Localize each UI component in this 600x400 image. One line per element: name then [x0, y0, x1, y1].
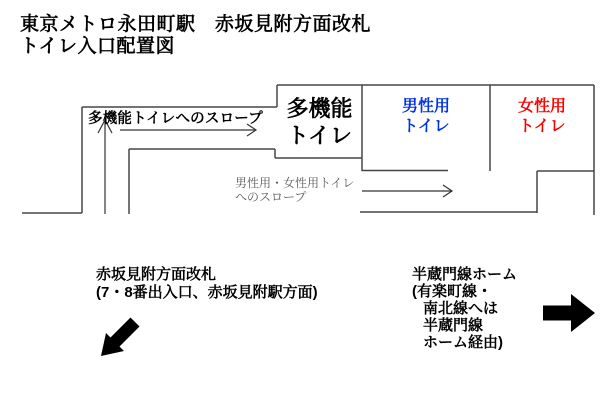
mens-womens-slope-label-line2: へのスロープ — [235, 190, 307, 204]
platform-label-line2: (有楽町線・ — [412, 283, 492, 300]
gate-label-line2: (7・8番出入口、赤坂見附駅方面) — [96, 284, 318, 301]
gate-direction-arrow-icon — [101, 318, 140, 357]
platform-label-line5: ホーム経由) — [423, 334, 503, 351]
page-title-line2: トイレ入口配置図 — [20, 36, 176, 57]
womens-toilet-line1: 女性用 — [517, 98, 566, 115]
platform-label-line4: 半蔵門線 — [423, 317, 484, 334]
mens-toilet-line2: トイレ — [402, 117, 450, 135]
gate-label — [96, 266, 318, 302]
direction-arrows-thick — [101, 294, 595, 356]
platform-label — [412, 266, 517, 351]
mens-toilet-room-label — [362, 97, 490, 136]
womens-toilet-room-label — [490, 97, 594, 136]
multifunction-toilet-room-label — [277, 85, 362, 158]
mens-toilet-line1: 男性用 — [401, 98, 450, 115]
multifunction-slope-label: 多機能トイレへのスロープ — [88, 111, 263, 127]
platform-direction-arrow-icon — [543, 294, 595, 332]
mens-womens-slope-label-line1: 男性用・女性用トイレ — [235, 176, 355, 190]
platform-label-line1: 半蔵門線ホーム — [412, 266, 518, 283]
mens-womens-slope-label — [235, 176, 354, 204]
page-title-line1: 東京メトロ永田町駅 赤坂見附方面改札 — [20, 14, 372, 35]
platform-label-line3: 南北線へは — [423, 300, 499, 317]
multifunction-toilet-line2: トイレ — [287, 122, 352, 148]
multifunction-toilet-line1: 多機能 — [286, 95, 353, 121]
womens-toilet-line2: トイレ — [518, 117, 566, 135]
gate-label-line1: 赤坂見附方面改札 — [96, 266, 217, 283]
